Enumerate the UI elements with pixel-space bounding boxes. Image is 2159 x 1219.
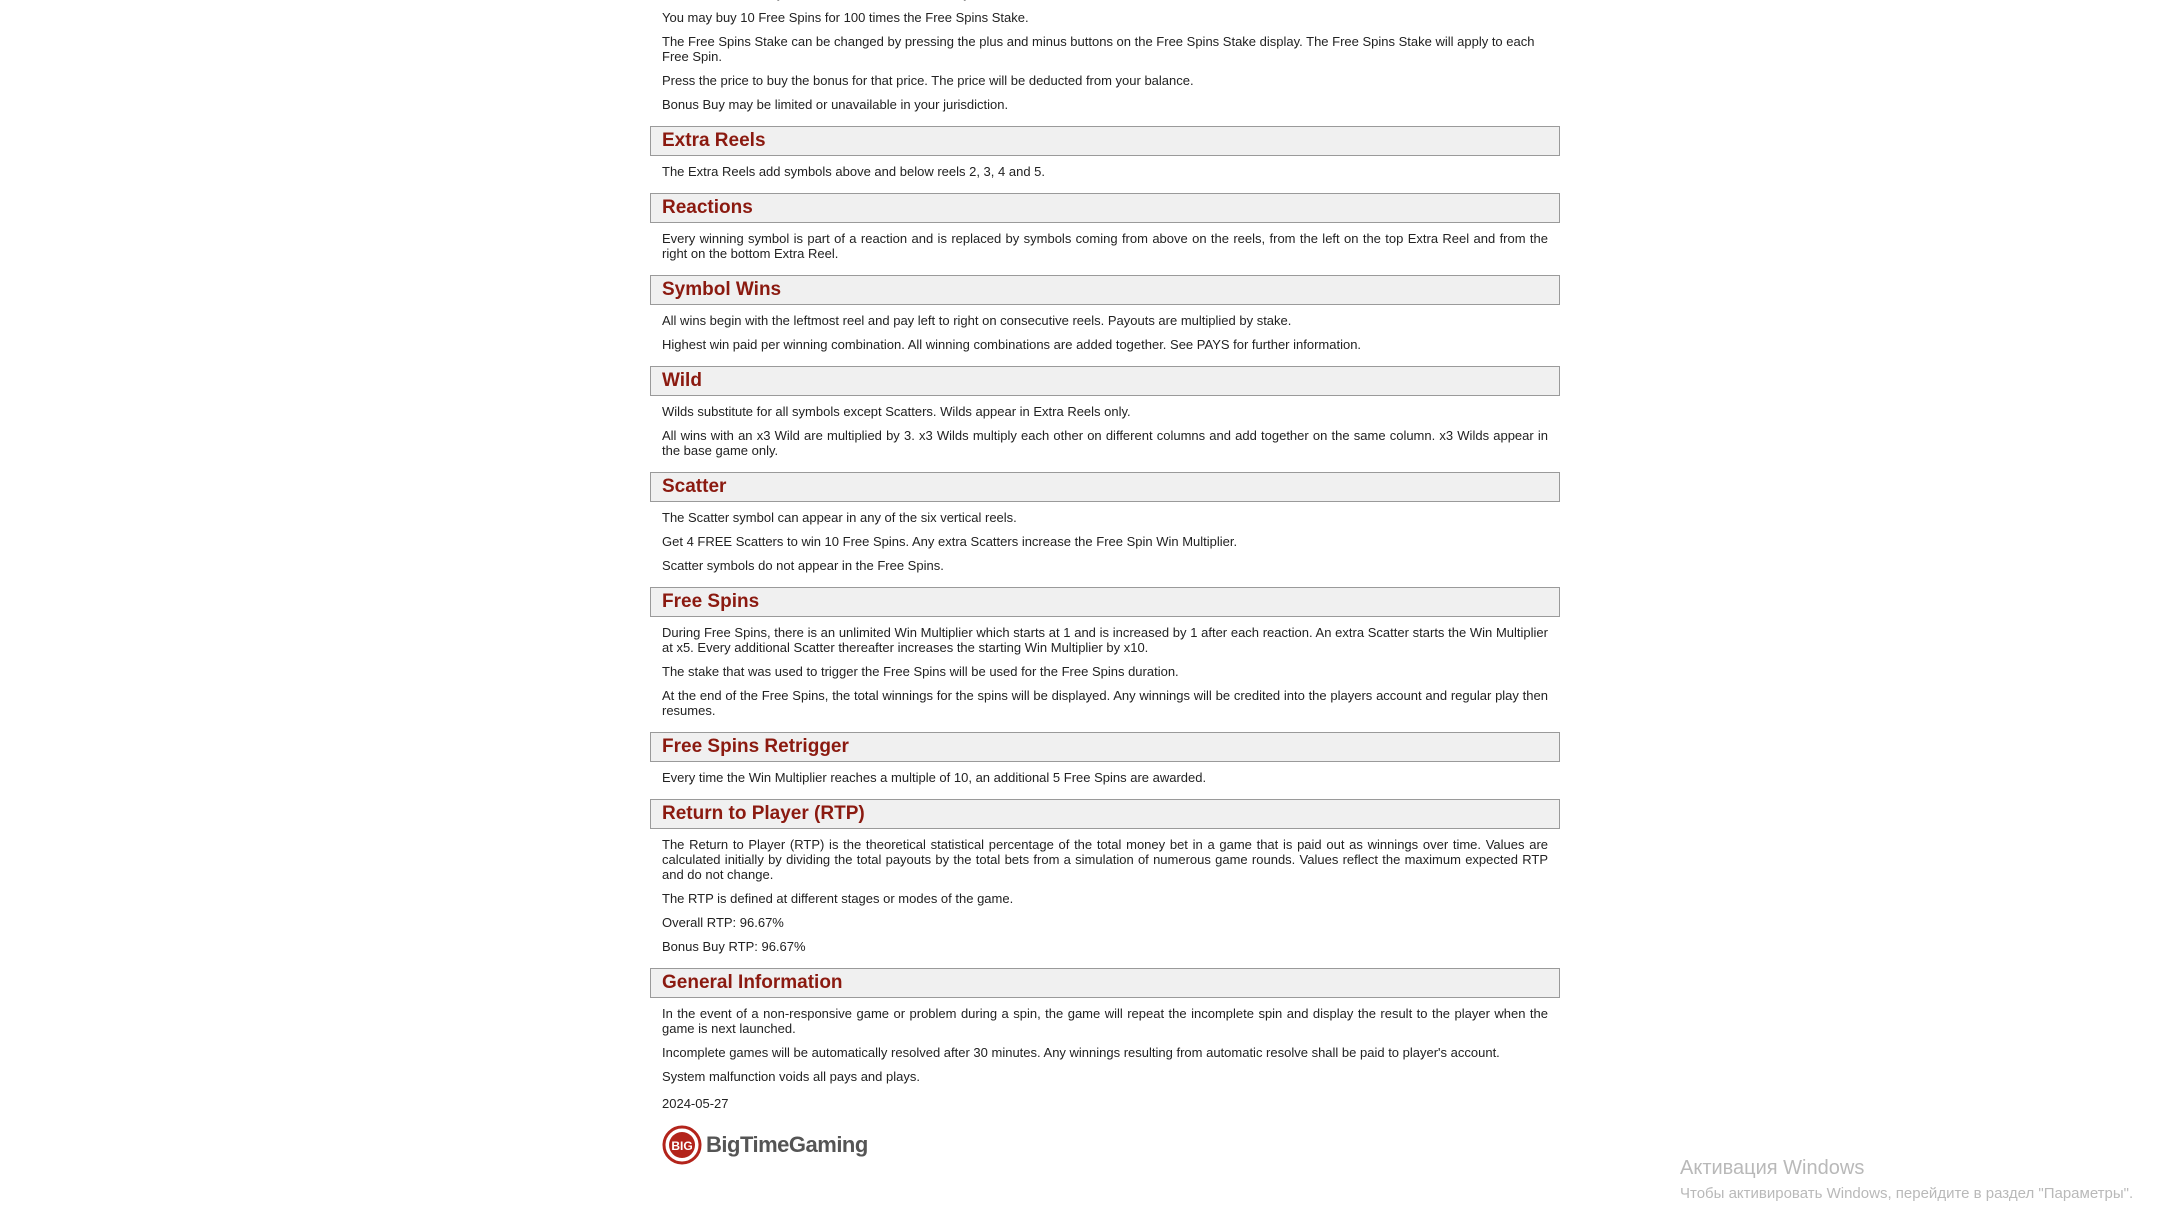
section-body [650, 998, 1560, 1084]
logo-wordmark [706, 1132, 868, 1158]
paragraph: Highest win paid per winning combination. All winning combinations are added together. See PAYS for further information. [662, 337, 1362, 352]
paragraph: You may buy 10 Free Spins for 100 times the Free Spins Stake. [662, 10, 1029, 25]
section-body [650, 617, 1560, 718]
overall-rtp: Overall RTP: 96.67% [662, 915, 784, 930]
logo-badge-text: BIG [671, 1139, 693, 1153]
section-body [650, 762, 1560, 785]
windows-activation-watermark [1680, 1156, 2133, 1204]
section-general-information [650, 968, 1560, 1084]
section-body [650, 156, 1560, 179]
version-date: 2024-05-27 [662, 1096, 729, 1111]
paragraph: All wins begin with the leftmost reel and pay left to right on consecutive reels. Payouts are multiplied by stake. [662, 313, 1292, 328]
paragraph: Wilds substitute for all symbols except Scatters. Wilds appear in Extra Reels only. [662, 404, 1131, 419]
section-title: General Information [650, 968, 1560, 998]
watermark-title: Активация Windows [1680, 1157, 1865, 1179]
paragraph: At the end of the Free Spins, the total winnings for the spins will be displayed. Any winnings will be credited into the players account and regular play then resumes. [662, 688, 1548, 718]
paragraph: System malfunction voids all pays and plays. [662, 1069, 920, 1084]
section-title: Extra Reels [650, 126, 1560, 156]
big-badge-icon [662, 1125, 702, 1165]
section-title: Symbol Wins [650, 275, 1560, 305]
paragraph: Every time the Win Multiplier reaches a multiple of 10, an additional 5 Free Spins are awarded. [662, 770, 1207, 785]
section-free-spins-retrigger [650, 732, 1560, 785]
paragraph: The Extra Reels add symbols above and below reels 2, 3, 4 and 5. [662, 164, 1045, 179]
paragraph: The Scatter symbol can appear in any of the six vertical reels. [662, 510, 1017, 525]
bonus-buy-rtp: Bonus Buy RTP: 96.67% [662, 939, 806, 954]
section-title: Free Spins Retrigger [650, 732, 1560, 762]
paragraph: All wins with an x3 Wild are multiplied by 3. x3 Wilds multiply each other on different columns and add together on the same column. x3 Wilds appear in the base game only. [662, 428, 1548, 458]
section-symbol-wins [650, 275, 1560, 352]
section-title: Scatter [650, 472, 1560, 502]
bonus-buy-text [650, 0, 1560, 112]
section-title: Return to Player (RTP) [650, 799, 1560, 829]
section-title: Reactions [650, 193, 1560, 223]
paragraph: The Free Spins Stake can be changed by pressing the plus and minus buttons on the Free Spins Stake display. The Free Spins Stake will apply to each Free Spin. [662, 34, 1535, 64]
section-body [650, 502, 1560, 573]
logo-word-rest: TimeGaming [739, 1132, 868, 1157]
rules-content [650, 0, 1560, 1165]
paragraph: In the event of a non-responsive game or problem during a spin, the game will repeat the incomplete spin and display the result to the player when the game is next launched. [662, 1006, 1548, 1036]
paragraph: The Return to Player (RTP) is the theoretical statistical percentage of the total money bet in a game that is paid out as winnings over time. Values are calculated initially by dividing the total payouts by the total bets from a simulation of numerous game rounds. Values reflect the maximum expected RTP and do not change. [662, 837, 1548, 882]
section-reactions [650, 193, 1560, 261]
section-body [650, 305, 1560, 352]
paragraph: The RTP is defined at different stages or modes of the game. [662, 891, 1014, 906]
section-free-spins [650, 587, 1560, 718]
section-body [650, 223, 1560, 261]
section-body [650, 829, 1560, 954]
watermark-subtitle: Чтобы активировать Windows, перейдите в раздел "Параметры". [1680, 1185, 2134, 1202]
section-title: Wild [650, 366, 1560, 396]
paragraph: Every winning symbol is part of a reaction and is replaced by symbols coming from above on the reels, from the left on the top Extra Reel and from the right on the bottom Extra Reel. [662, 231, 1548, 261]
section-body [650, 396, 1560, 458]
section-wild [650, 366, 1560, 458]
logo-word-big: Big [706, 1132, 740, 1157]
paragraph: Press the price to buy the bonus for that price. The price will be deducted from your balance. [662, 73, 1194, 88]
section-title: Free Spins [650, 587, 1560, 617]
paragraph: Incomplete games will be automatically resolved after 30 minutes. Any winnings resulting from automatic resolve shall be paid to player's account. [662, 1045, 1500, 1060]
paragraph: Get 4 FREE Scatters to win 10 Free Spins. Any extra Scatters increase the Free Spin Win Multiplier. [662, 534, 1238, 549]
big-time-gaming-logo [662, 1125, 1560, 1165]
section-rtp [650, 799, 1560, 954]
paragraph [650, 0, 1560, 1]
section-extra-reels [650, 126, 1560, 179]
paragraph: The stake that was used to trigger the Free Spins will be used for the Free Spins duration. [662, 664, 1179, 679]
section-scatter [650, 472, 1560, 573]
paragraph: Bonus Buy may be limited or unavailable in your jurisdiction. [662, 97, 1009, 112]
paragraph: During Free Spins, there is an unlimited Win Multiplier which starts at 1 and is increased by 1 after each reaction. An extra Scatter starts the Win Multiplier at x5. Every additional Scatter thereafter increases the starting Win Multiplier by x10. [662, 625, 1548, 655]
paragraph: Scatter symbols do not appear in the Free Spins. [662, 558, 944, 573]
